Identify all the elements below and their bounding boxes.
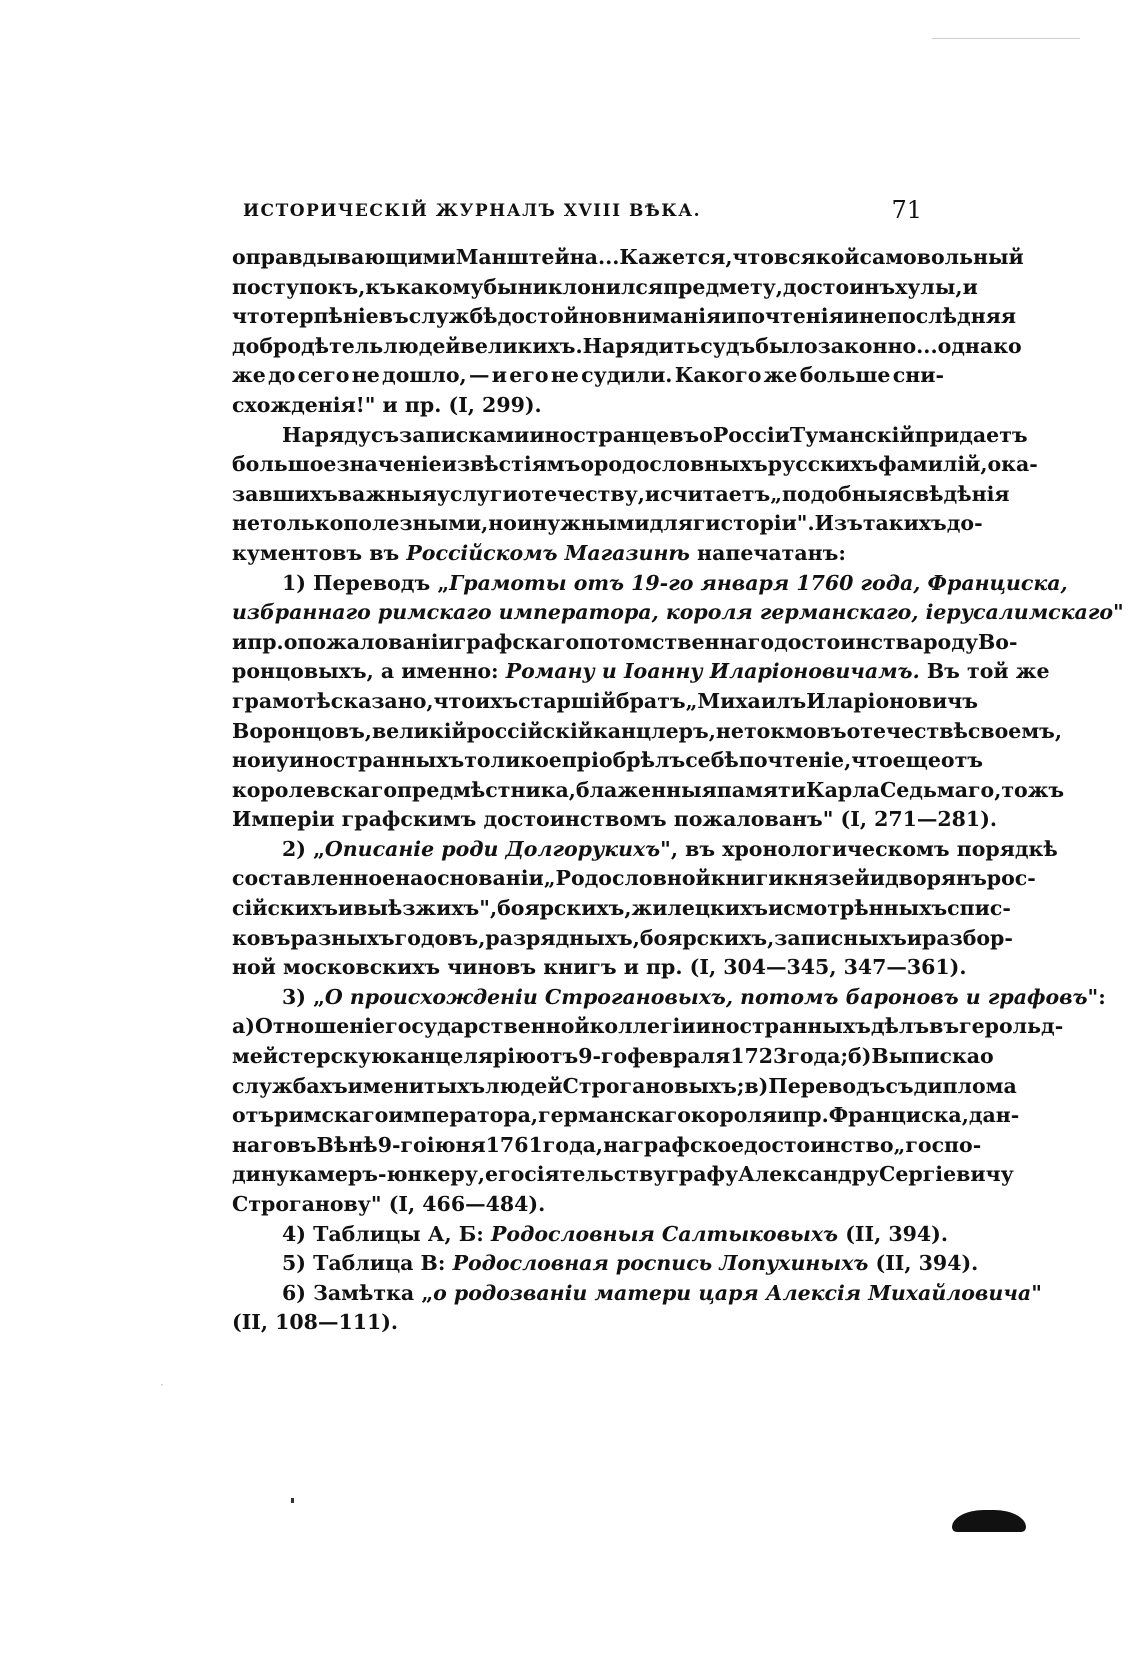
text-line: королевскаго предмѣстника, блаженныя памяти Карла Седьмаго, тожъ: [232, 777, 1065, 802]
italic-title: о родозваніи матери царя Алексія Михайловича: [433, 1280, 1032, 1305]
text-line: сійскихъ и выѣзжихъ", боярскихъ, жилецкихъ и смотрѣнныхъ спис-: [232, 896, 1011, 921]
text-line: дину камеръ-юнкеру, его сіятельству графу Александру Сергіевичу: [232, 1162, 1014, 1187]
text-line: но и у иностранныхъ толикое пріобрѣлъ себѣ почтеніе, что еще отъ: [232, 748, 984, 773]
text-run: Въ той же: [919, 659, 1050, 684]
text-line: не только полезными, но и нужными для гисторіи". Изъ такихъ до-: [232, 511, 983, 536]
list-item-3: [232, 983, 1106, 1013]
text-run: кументовъ въ: [232, 540, 407, 565]
text-line: [232, 598, 1124, 628]
page-number: 71: [891, 196, 922, 224]
italic-title: Описаніе роди Долгорукихъ: [324, 836, 661, 861]
text-run: 6) Замѣтка „: [282, 1280, 434, 1305]
text-run: 3) „: [282, 984, 325, 1009]
page-header: [182, 196, 922, 228]
text-run: ", въ хронологическомъ порядкѣ: [660, 836, 1058, 861]
list-item-5: [232, 1249, 979, 1279]
text-run: 4) Таблицы А, Б:: [282, 1221, 491, 1246]
top-edge-rule: [932, 38, 1080, 39]
text-line: и пр. о пожалованіи графскаго потомственнаго достоинства роду Во-: [232, 629, 1018, 654]
italic-title: Грамоты отъ 19-го января 1760 года, Франциска,: [449, 570, 1068, 595]
text-line: Воронцовъ, великій россійскій канцлеръ, не токмо въ отечествѣ своемъ,: [232, 718, 1063, 743]
list-item-6: [232, 1279, 1042, 1309]
text-line: что терпѣніе въ службѣ достойно вниманія и почтенія и не послѣдняя: [232, 304, 1017, 329]
text-line: службахъ именитыхъ людей Строгановыхъ; в) Переводъ съ диплома: [232, 1073, 1017, 1098]
text-run: ронцовыхъ, а именно:: [232, 659, 506, 684]
text-line: [232, 657, 1050, 687]
scan-speck: [291, 1498, 294, 1503]
text-line: составленное на основаніи „Родословной книги князей и дворянъ рос-: [232, 866, 1036, 891]
italic-title: Россійскомъ Магазинѣ: [406, 540, 690, 565]
list-item-4: [232, 1220, 948, 1250]
page-body: [232, 243, 1124, 1338]
italic-name: Роману и Іоанну Иларіоновичамъ.: [505, 659, 920, 684]
text-line: отъ римскаго императора, германскаго короля и пр. Франциска, дан-: [232, 1103, 1020, 1128]
text-run: 5) Таблица В:: [282, 1251, 453, 1276]
running-title: ИСТОРИЧЕСКІЙ ЖУРНАЛЪ XVIII ВѢКА.: [242, 201, 702, 221]
text-run: 1) Переводъ „: [282, 570, 450, 595]
italic-title: Родословная роспись Лопухиныхъ: [452, 1251, 869, 1276]
ink-blot-mark: [952, 1510, 1026, 1532]
text-line: а) Отношеніе государственной коллегіи иностранныхъ дѣлъ въ герольд-: [232, 1014, 1064, 1039]
list-item-1: [232, 569, 1068, 599]
text-run: (II, 394).: [868, 1251, 979, 1276]
text-run: ": [1031, 1280, 1042, 1305]
text-line: грамотѣ сказано, что ихъ старшій братъ „Михаилъ Иларіоновичъ: [232, 688, 978, 713]
text-run: ": [1113, 600, 1124, 625]
text-line: На ряду съ записками иностранцевъ о Россіи Туманскій придаетъ: [282, 422, 1028, 447]
text-line: Имперіи графскимъ достоинствомъ пожалованъ" (I, 271—281).: [232, 807, 998, 832]
text-line: мейстерскую канцелярію отъ 9-го февраля 1723 года; б) Выписка о: [232, 1044, 994, 1069]
text-line: поступокъ, къ какому бы ни клонился предмету, достоинъ хулы, и: [232, 274, 978, 299]
text-run: (II, 394).: [838, 1221, 948, 1246]
text-line: схожденія!" и пр. (I, 299).: [232, 392, 542, 417]
text-line: ковъ разныхъ годовъ, разрядныхъ, боярскихъ, записныхъ и разбор-: [232, 925, 1013, 950]
text-line: завшихъ важныя услуги отечеству, и считаетъ „подобныя свѣдѣнія: [232, 481, 1010, 506]
text-run: напечатанъ:: [689, 540, 846, 565]
text-run: ":: [1087, 984, 1106, 1009]
text-line: ной московскихъ чиновъ книгъ и пр. (I, 304—345, 347—361).: [232, 955, 967, 980]
scan-speck-dots: ·: [160, 1378, 164, 1392]
list-item-2: [232, 835, 1058, 865]
text-run: 2) „: [282, 836, 325, 861]
text-line: оправдывающими Манштейна... Кажется, что всякой самовольный: [232, 245, 1024, 269]
text-line: (II, 108—111).: [232, 1310, 399, 1335]
text-line: же до сего не дошло, — и его не судили. Какого же больше сни-: [232, 363, 944, 388]
text-line: [232, 539, 944, 569]
text-line: Строганову" (I, 466—484).: [232, 1192, 546, 1216]
text-line: большое значеніе извѣстіямъ о родословныхъ русскихъ фамилій, ока-: [232, 452, 1038, 477]
italic-title: избраннаго римскаго императора, короля германскаго, іерусалимскаго: [232, 600, 1114, 625]
italic-title: О происхожденіи Строгановыхъ, потомъ бароновъ и графовъ: [324, 984, 1088, 1009]
text-line: добродѣтель людей великихъ. Нарядить судъ было законно... однако: [232, 333, 1022, 358]
italic-title: Родословныя Салтыковыхъ: [491, 1221, 839, 1246]
text-line: наго въ Вѣнѣ 9-го іюня 1761 года, на графское достоинство „госпо-: [232, 1132, 982, 1157]
